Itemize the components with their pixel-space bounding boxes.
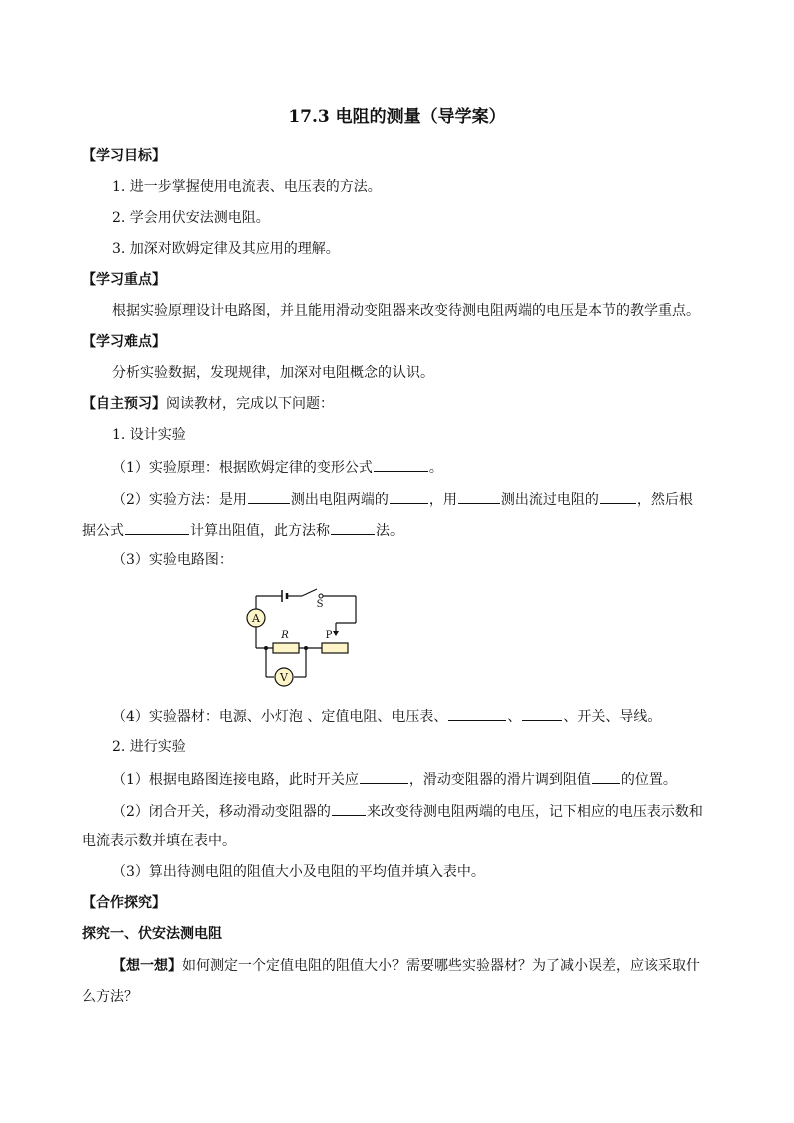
answer-blank[interactable] bbox=[522, 705, 562, 721]
answer-blank[interactable] bbox=[360, 768, 408, 784]
question-text: ，然后根 bbox=[636, 492, 693, 508]
think-text: 如何测定一个定值电阻的阻值大小？需要哪些实验器材？为了减小误差，应该采取什 bbox=[182, 958, 700, 974]
voltmeter-label: V bbox=[280, 671, 288, 684]
difficulties-text: 分析实验数据，发现规律，加深对电阻概念的认识。 bbox=[112, 365, 434, 381]
inquiry-title: 探究一、伏安法测电阻 bbox=[82, 926, 222, 942]
section-design: 1. 设计实验 bbox=[112, 427, 186, 443]
step-measure-cont: 电流表示数并填在表中。 bbox=[82, 833, 236, 849]
answer-blank[interactable] bbox=[332, 800, 366, 816]
question-text: （1）实验原理：根据欧姆定律的变形公式 bbox=[112, 460, 373, 476]
key-points-text: 根据实验原理设计电路图，并且能用滑动变阻器来改变待测电阻两端的电压是本节的教学重点。 bbox=[112, 303, 700, 319]
rheostat-icon bbox=[322, 643, 348, 653]
answer-blank[interactable] bbox=[448, 705, 506, 721]
question-circuit: （3）实验电路图： bbox=[112, 552, 233, 568]
step-text: ，滑动变阻器的滑片调到阻值 bbox=[408, 772, 591, 788]
cooperation-header: 【合作探究】 bbox=[82, 895, 166, 911]
question-text: 计算出阻值，此方法称 bbox=[190, 523, 330, 539]
page-title: 17.3 电阻的测量（导学案） bbox=[288, 107, 506, 127]
answer-blank[interactable] bbox=[331, 519, 375, 535]
question-text: （4）实验器材：电源、小灯泡 、定值电阻、电压表、 bbox=[112, 709, 448, 725]
answer-blank[interactable] bbox=[390, 488, 428, 504]
question-text: 、开关、导线。 bbox=[563, 709, 662, 725]
think-question-cont: 么方法？ bbox=[82, 989, 138, 1005]
question-text: 。 bbox=[428, 460, 443, 476]
step-connect bbox=[112, 768, 677, 790]
question-text: ，用 bbox=[428, 492, 457, 508]
difficulties-header: 【学习难点】 bbox=[82, 334, 166, 350]
answer-blank[interactable] bbox=[374, 456, 428, 472]
think-tag: 【想一想】 bbox=[112, 958, 182, 974]
preview-header: 【自主预习】 bbox=[82, 396, 166, 412]
question-text: 据公式 bbox=[82, 523, 124, 539]
question-equipment bbox=[112, 705, 661, 727]
resistor-label: R bbox=[281, 630, 289, 641]
step-text: 的位置。 bbox=[620, 772, 677, 788]
step-text: （2）闭合开关，移动滑动变阻器的 bbox=[112, 804, 331, 820]
goal-item: 3. 加深对欧姆定律及其应用的理解。 bbox=[112, 241, 340, 257]
question-method-cont bbox=[82, 519, 404, 541]
answer-blank[interactable] bbox=[458, 488, 500, 504]
answer-blank[interactable] bbox=[592, 768, 620, 784]
question-principle bbox=[112, 456, 443, 478]
question-text: 法。 bbox=[376, 523, 404, 539]
answer-blank[interactable] bbox=[248, 488, 290, 504]
think-question bbox=[112, 956, 700, 976]
step-text: （1）根据电路图连接电路，此时开关应 bbox=[112, 772, 359, 788]
section-experiment: 2. 进行实验 bbox=[112, 739, 186, 755]
slider-label: P bbox=[325, 630, 333, 641]
question-text: 测出电阻两端的 bbox=[290, 492, 389, 508]
goal-item: 2. 学会用伏安法测电阻。 bbox=[112, 210, 270, 226]
resistor-icon bbox=[273, 643, 299, 653]
step-measure bbox=[112, 800, 703, 822]
step-calculate: （3）算出待测电阻的阻值大小及电阻的平均值并填入表中。 bbox=[112, 864, 485, 880]
key-points-header: 【学习重点】 bbox=[82, 272, 166, 288]
answer-blank[interactable] bbox=[600, 488, 636, 504]
step-text: 来改变待测电阻两端的电压，记下相应的电压表示数和 bbox=[366, 804, 703, 820]
goal-item: 1. 进一步掌握使用电流表、电压表的方法。 bbox=[112, 179, 382, 195]
answer-blank[interactable] bbox=[125, 519, 189, 535]
question-text: 测出流过电阻的 bbox=[500, 492, 599, 508]
goals-header: 【学习目标】 bbox=[82, 148, 166, 164]
preview-intro: 阅读教材，完成以下问题： bbox=[166, 396, 334, 412]
question-method bbox=[112, 488, 693, 510]
switch-label: S bbox=[316, 599, 324, 610]
question-text: 、 bbox=[507, 709, 522, 725]
ammeter-label: A bbox=[252, 612, 260, 625]
question-text: （2）实验方法：是用 bbox=[112, 492, 247, 508]
circuit-diagram bbox=[240, 580, 370, 690]
preview-line bbox=[82, 394, 334, 414]
